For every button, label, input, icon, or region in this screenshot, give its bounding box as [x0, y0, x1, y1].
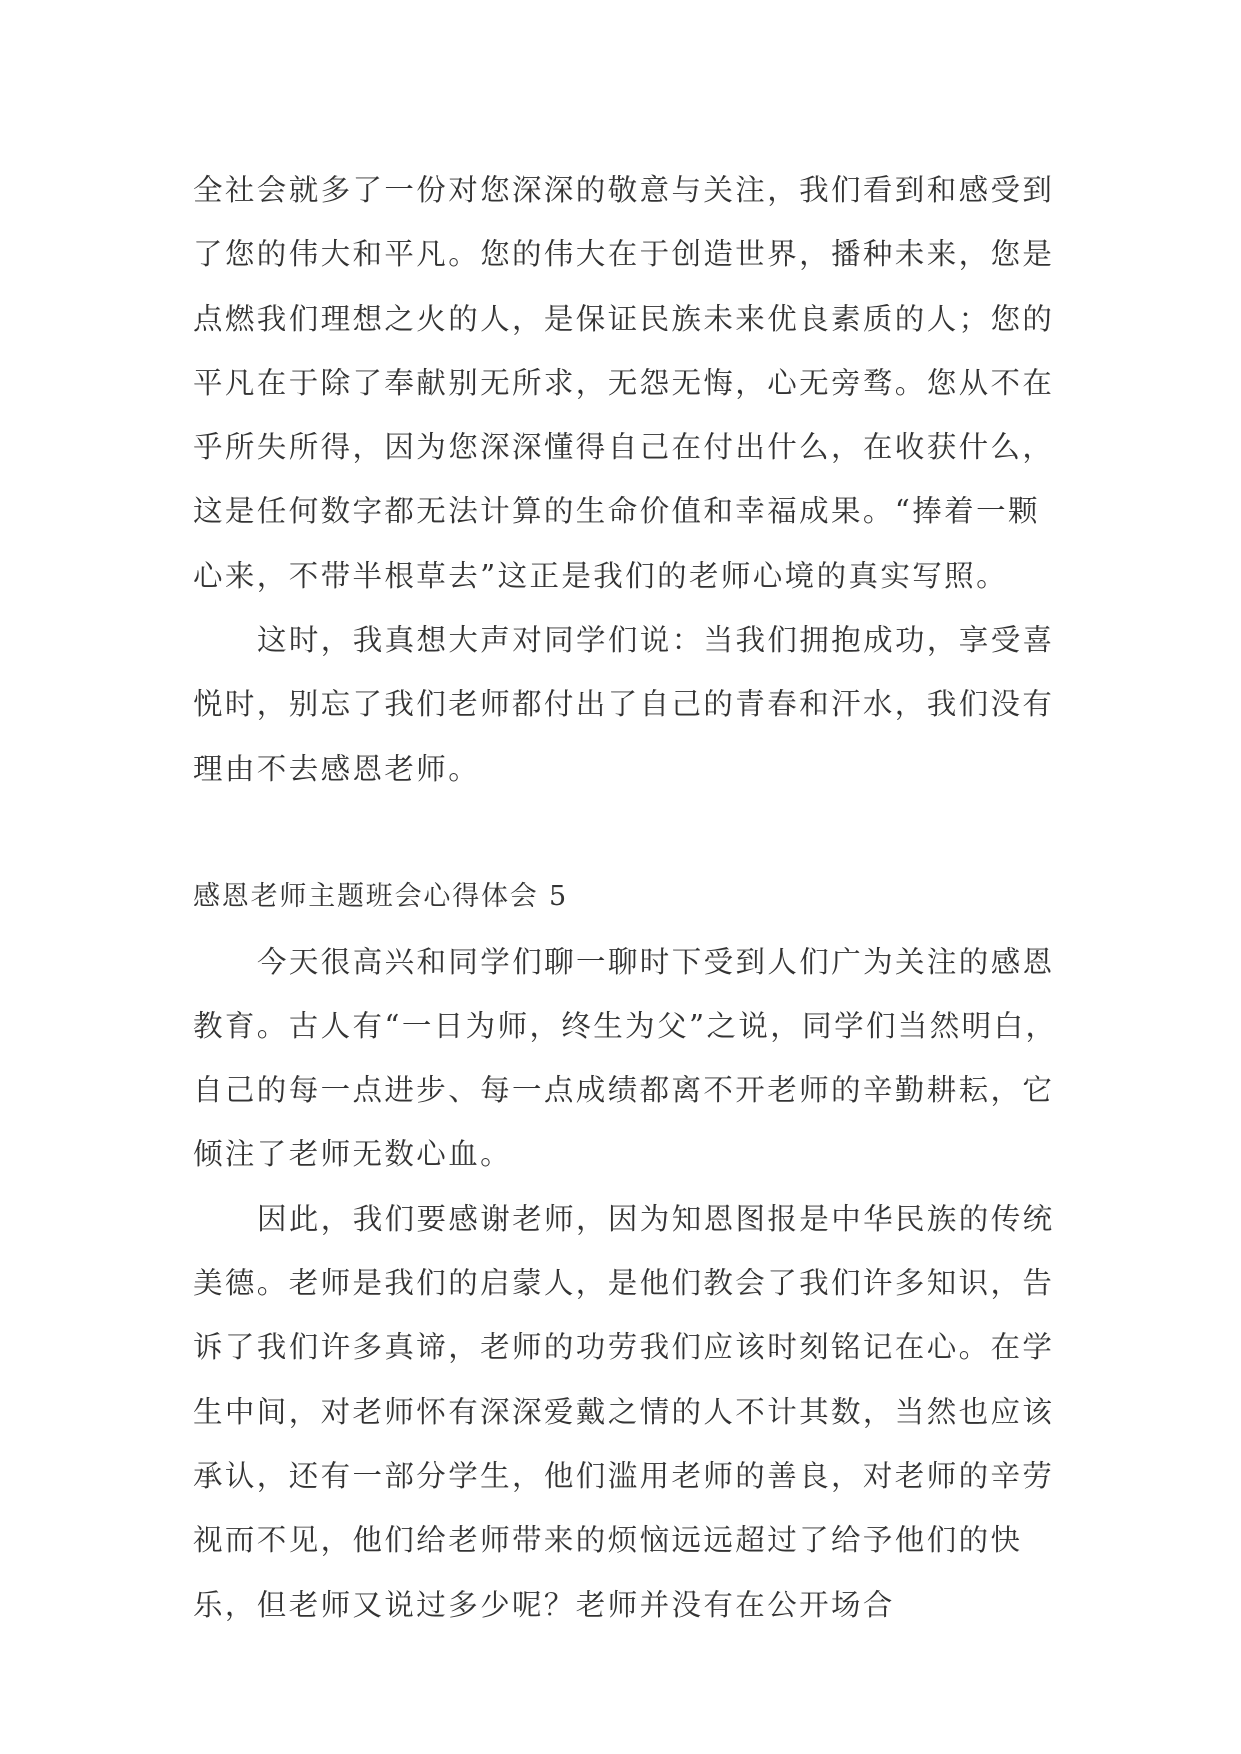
- paragraph: 因此，我们要感谢老师，因为知恩图报是中华民族的传统美德。老师是我们的启蒙人，是他们教会了我们许多知识，告诉了我们许多真谛，老师的功劳我们应该时刻铭记在心。在学生中间，对老师怀有深深爱戴之情的人不计其数，当然也应该承认，还有一部分学生，他们滥用老师的善良，对老师的辛劳视而不见，他们给老师带来的烦恼远远超过了给予他们的快乐，但老师又说过多少呢？老师并没有在公开场合: [193, 1201, 1055, 1622]
- section-heading: 感恩老师主题班会心得体会 5: [193, 881, 568, 913]
- paragraph: 今天很高兴和同学们聊一聊时下受到人们广为关注的感恩教育。古人有“一日为师，终生为父”之说，同学们当然明白，自己的每一点进步、每一点成绩都离不开老师的辛勤耕耘，它倾注了老师无数心血。: [193, 944, 1058, 1172]
- document-body: [193, 158, 1063, 1637]
- paragraph: 这时，我真想大声对同学们说：当我们拥抱成功，享受喜悦时，别忘了我们老师都付出了自己的青春和汗水，我们没有理由不去感恩老师。: [193, 623, 1055, 786]
- paragraph-continued: 全社会就多了一份对您深深的敬意与关注，我们看到和感受到了您的伟大和平凡。您的伟大在于创造世界，播种未来，您是点燃我们理想之火的人，是保证民族未来优良素质的人；您的平凡在于除了奉献别无所求，无怨无悔，心无旁骛。您从不在乎所失所得，因为您深深懂得自己在付出什么，在收获什么，这是任何数字都无法计算的生命价值和幸福成果。“捧着一颗心来，不带半根草去”这正是我们的老师心境的真实写照。: [193, 173, 1055, 593]
